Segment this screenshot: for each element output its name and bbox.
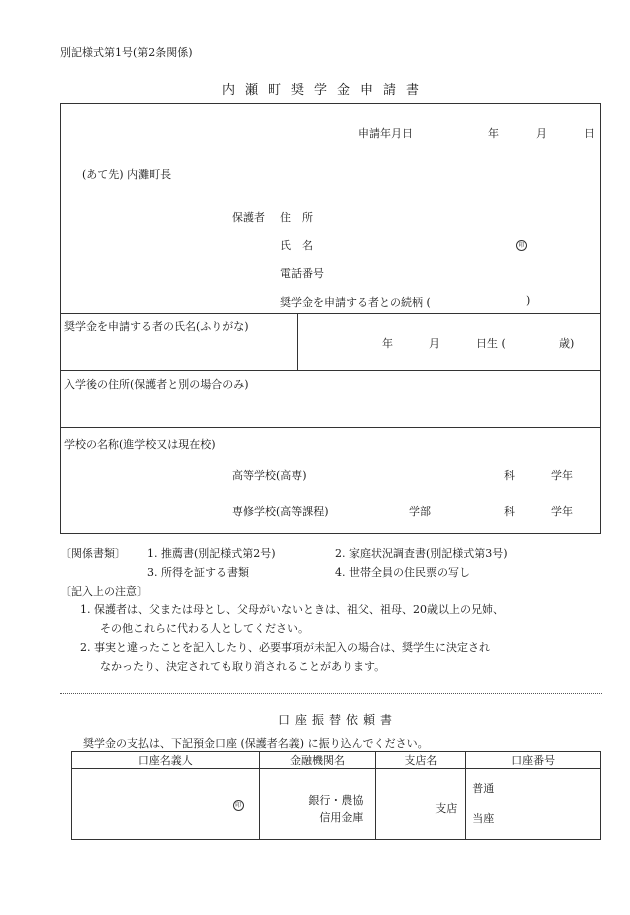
vocational-faculty[interactable]: 学部 — [409, 505, 431, 518]
account-type-current: 当座 — [472, 812, 495, 825]
branch-suffix: 支店 — [435, 802, 458, 815]
note-1-line-1: 1. 保護者は、父または母とし、父母がいないときは、祖父、祖母、20歳以上の兄姉、 — [80, 603, 504, 616]
applicant-name-label[interactable]: 奨学金を申請する者の氏名(ふりがな) — [64, 320, 249, 333]
high-school-dept[interactable]: 科 — [504, 469, 515, 482]
addressee: (あて先) 内灘町長 — [82, 168, 172, 181]
guardian-name-field[interactable]: 氏 名 — [280, 239, 313, 252]
relationship-close: ) — [526, 294, 531, 307]
col-account-number: 口座番号 — [466, 752, 601, 769]
col-branch-name: 支店名 — [376, 752, 466, 769]
guardian-phone-field[interactable]: 電話番号 — [280, 267, 324, 280]
guardian-label: 保護者 — [232, 211, 265, 224]
col-account-holder: 口座名義人 — [72, 752, 260, 769]
birth-year[interactable]: 年 — [382, 337, 393, 350]
related-doc-1: 1. 推薦書(別記様式第2号) — [147, 547, 276, 560]
bank-name-cell[interactable] — [259, 769, 376, 840]
account-number-cell[interactable] — [466, 769, 601, 840]
vocational-school-field[interactable]: 専修学校(高等課程) — [232, 505, 329, 518]
date-day[interactable]: 日 — [584, 127, 595, 140]
date-month[interactable]: 月 — [536, 127, 547, 140]
high-school-grade[interactable]: 学年 — [551, 469, 573, 482]
note-2-line-1: 2. 事実と違ったことを記入したり、必要事項が未記入の場合は、奨学生に決定され — [80, 641, 490, 654]
related-doc-2: 2. 家庭状況調査書(別記様式第3号) — [335, 547, 508, 560]
note-2-line-2: なかったり、決定されても取り消されることがあります。 — [100, 660, 386, 673]
branch-name-cell[interactable] — [376, 769, 466, 840]
guardian-seal-mark: 印 — [516, 237, 527, 251]
relationship-field[interactable]: 奨学金を申請する者との続柄 ( — [280, 296, 431, 309]
bank-type-2: 信用金庫 — [319, 811, 364, 824]
birth-month[interactable]: 月 — [429, 337, 440, 350]
related-docs-label: 〔関係書類〕 — [60, 547, 126, 560]
cut-line — [60, 693, 602, 694]
school-name-label: 学校の名称(進学校又は現在校) — [64, 438, 216, 451]
col-bank-name: 金融機関名 — [259, 752, 376, 769]
date-year[interactable]: 年 — [488, 127, 499, 140]
transfer-instruction: 奨学金の支払は、下記預金口座 (保護者名義) に振り込んでください。 — [83, 737, 429, 750]
birth-day[interactable]: 日生 ( — [476, 337, 506, 350]
vocational-dept[interactable]: 科 — [504, 505, 515, 518]
post-admission-address-label[interactable]: 入学後の住所(保護者と別の場合のみ) — [64, 378, 249, 391]
account-seal-mark: 印 — [233, 800, 244, 811]
bank-account-table — [71, 751, 601, 840]
high-school-field[interactable]: 高等学校(高専) — [232, 469, 307, 482]
form-number: 別記様式第1号(第2条関係) — [60, 46, 193, 59]
guardian-address-field[interactable]: 住 所 — [280, 211, 313, 224]
related-doc-4: 4. 世帯全員の住民票の写し — [335, 566, 470, 579]
bank-type-1: 銀行・農協 — [308, 794, 364, 807]
age-field[interactable]: 歳) — [559, 337, 575, 350]
notes-label: 〔記入上の注意〕 — [60, 585, 148, 598]
related-doc-3: 3. 所得を証する書類 — [147, 566, 249, 579]
account-type-ordinary: 普通 — [472, 782, 495, 795]
account-holder-cell[interactable] — [72, 769, 260, 840]
form-title: 内瀬町奨学金申請書 — [222, 83, 430, 98]
note-1-line-2: その他これらに代わる人としてください。 — [100, 622, 309, 635]
transfer-title: 口座振替依頼書 — [278, 713, 398, 727]
application-date-label: 申請年月日 — [358, 127, 413, 140]
vocational-grade[interactable]: 学年 — [551, 505, 573, 518]
